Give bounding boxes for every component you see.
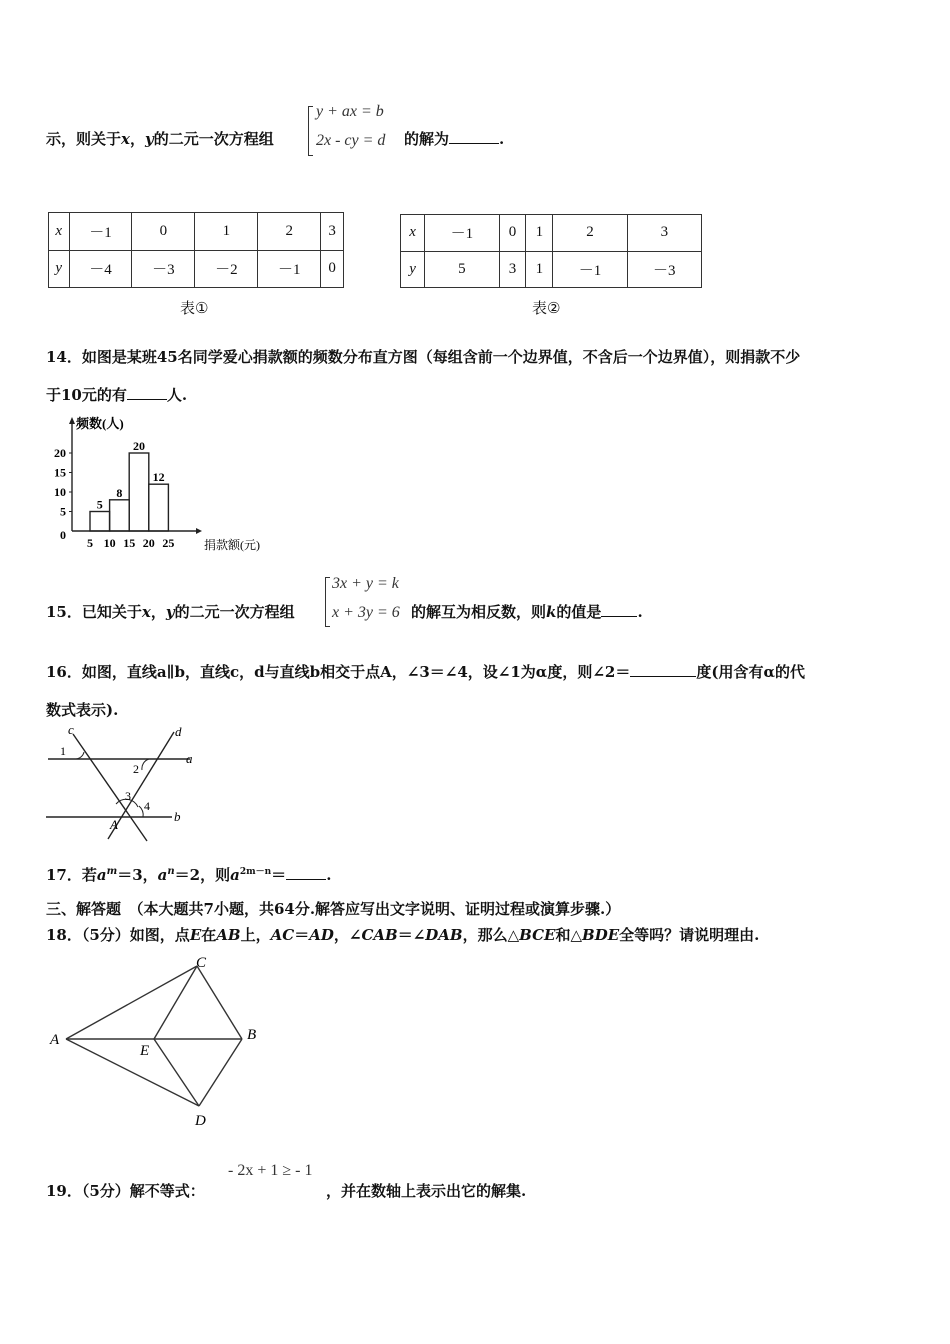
angle-1-arc: [76, 752, 84, 759]
table-row: y 5 3 1 －1 －3: [401, 251, 702, 288]
label-angle-2: 2: [133, 762, 139, 776]
segment-EC: [154, 966, 197, 1039]
q15-suffix: 的解互为相反数，则k的值是 .: [411, 603, 643, 621]
histogram-bar: [149, 484, 169, 531]
histogram-bar: [129, 453, 149, 531]
origin-label: 0: [60, 528, 66, 542]
answer-blank: [630, 662, 696, 677]
y-tick-label: 20: [54, 446, 66, 460]
x-tick-label: 25: [162, 536, 175, 550]
label-angle-1: 1: [60, 744, 66, 758]
q13-equation-2: 2x - cy = d: [316, 132, 386, 149]
y-tick-label: 5: [60, 504, 66, 519]
q19-prefix: 19．（5分）解不等式：: [46, 1182, 205, 1200]
q16-line-1: 16．如图，直线a∥b，直线c，d与直线b相交于点A，∠3＝∠4，设∠1为α度，则∠2＝ 度(用含有α的代: [46, 663, 805, 681]
y-tick-label: 10: [54, 485, 66, 499]
segment-AD: [66, 1039, 199, 1106]
q16-line-2: 数式表示).: [46, 701, 119, 719]
label-point-A: A: [50, 1032, 60, 1048]
answer-blank: [127, 385, 167, 400]
bar-value-label: 12: [152, 470, 165, 485]
bar-value-label: 20: [133, 439, 145, 453]
q13-text: 示，则关于x，y的二元一次方程组: [46, 130, 274, 148]
q17-text: 17．若$a^m=3$，$a^n=2$，则$a^{2m-n}=$ .: [46, 866, 332, 884]
figure-kite: [44, 948, 274, 1133]
segment-AC: [66, 966, 197, 1039]
figure-parallel-lines: [40, 722, 200, 842]
q14-line-2: 于10元的有 人.: [46, 386, 188, 404]
table-row: y －4 －3 －2 －1 0: [49, 250, 344, 288]
label-d: d: [175, 724, 182, 739]
answer-blank: [286, 865, 326, 880]
q18-text: 18．（5分）如图，点E在AB上，AC＝AD，∠CAB＝∠DAB，那么△BCE和△BDE全等吗？请说明理由.: [46, 926, 760, 944]
x-tick-label: 5: [87, 536, 93, 550]
table-1-caption: 表①: [180, 299, 209, 317]
label-c: c: [68, 722, 74, 737]
histogram-bar: [90, 512, 110, 532]
x-axis-arrow: [196, 528, 202, 534]
angle-4-arc: [139, 806, 143, 817]
label-point-D: D: [195, 1113, 206, 1129]
label-b: b: [174, 809, 181, 824]
y-axis-label: 频数(人): [76, 416, 124, 431]
answer-blank: [449, 129, 499, 144]
bar-value-label: 5: [96, 497, 103, 512]
table-1: [48, 212, 344, 288]
q13-suffix: 的解为 .: [404, 130, 505, 148]
table-row: x －1 0 1 2 3: [401, 215, 702, 252]
label-point-E: E: [140, 1043, 150, 1059]
q15-equation-1: 3x + y = k: [332, 575, 399, 592]
label-angle-4: 4: [144, 799, 150, 813]
q19-suffix: ，并在数轴上表示出它的解集.: [326, 1182, 527, 1200]
histogram-bar: [110, 500, 130, 531]
x-axis-label: 捐款额(元): [204, 538, 260, 552]
histogram-chart: [46, 410, 276, 560]
y-axis-arrow: [69, 417, 75, 424]
x-tick-label: 20: [142, 536, 155, 550]
q15-text: 15．已知关于x，y的二元一次方程组: [46, 603, 295, 621]
segment-DB: [199, 1039, 242, 1106]
equation-brace: [325, 577, 330, 627]
section-heading: 三、解答题 （本大题共7小题，共64分.解答应写出文字说明、证明过程或演算步骤.）: [46, 900, 621, 918]
q13-equation-1: y + ax = b: [316, 103, 384, 120]
table-2-caption: 表②: [532, 299, 561, 317]
answer-blank: [601, 602, 637, 617]
equation-brace: [308, 106, 313, 156]
x-tick-label: 15: [123, 536, 136, 550]
q19-inequality: - 2x + 1 ≥ - 1: [228, 1162, 313, 1179]
y-tick-label: 15: [54, 465, 66, 480]
x-tick-label: 10: [103, 536, 116, 550]
label-point-A: A: [110, 817, 118, 832]
table-row: x －1 0 1 2 3: [49, 213, 344, 251]
label-angle-3: 3: [125, 789, 131, 803]
segment-CB: [197, 966, 242, 1039]
segment-ED: [154, 1039, 199, 1106]
label-a: a: [186, 751, 193, 766]
bar-value-label: 8: [116, 485, 123, 500]
angle-2-arc: [142, 759, 149, 770]
q14-line-1: 14．如图是某班45名同学爱心捐款额的频数分布直方图（每组含前一个边界值，不含后一个边界值），则捐款不少: [46, 348, 801, 366]
q15-equation-2: x + 3y = 6: [332, 604, 400, 621]
table-2: [400, 214, 702, 288]
label-point-C: C: [196, 955, 207, 971]
label-point-B: B: [247, 1027, 257, 1043]
